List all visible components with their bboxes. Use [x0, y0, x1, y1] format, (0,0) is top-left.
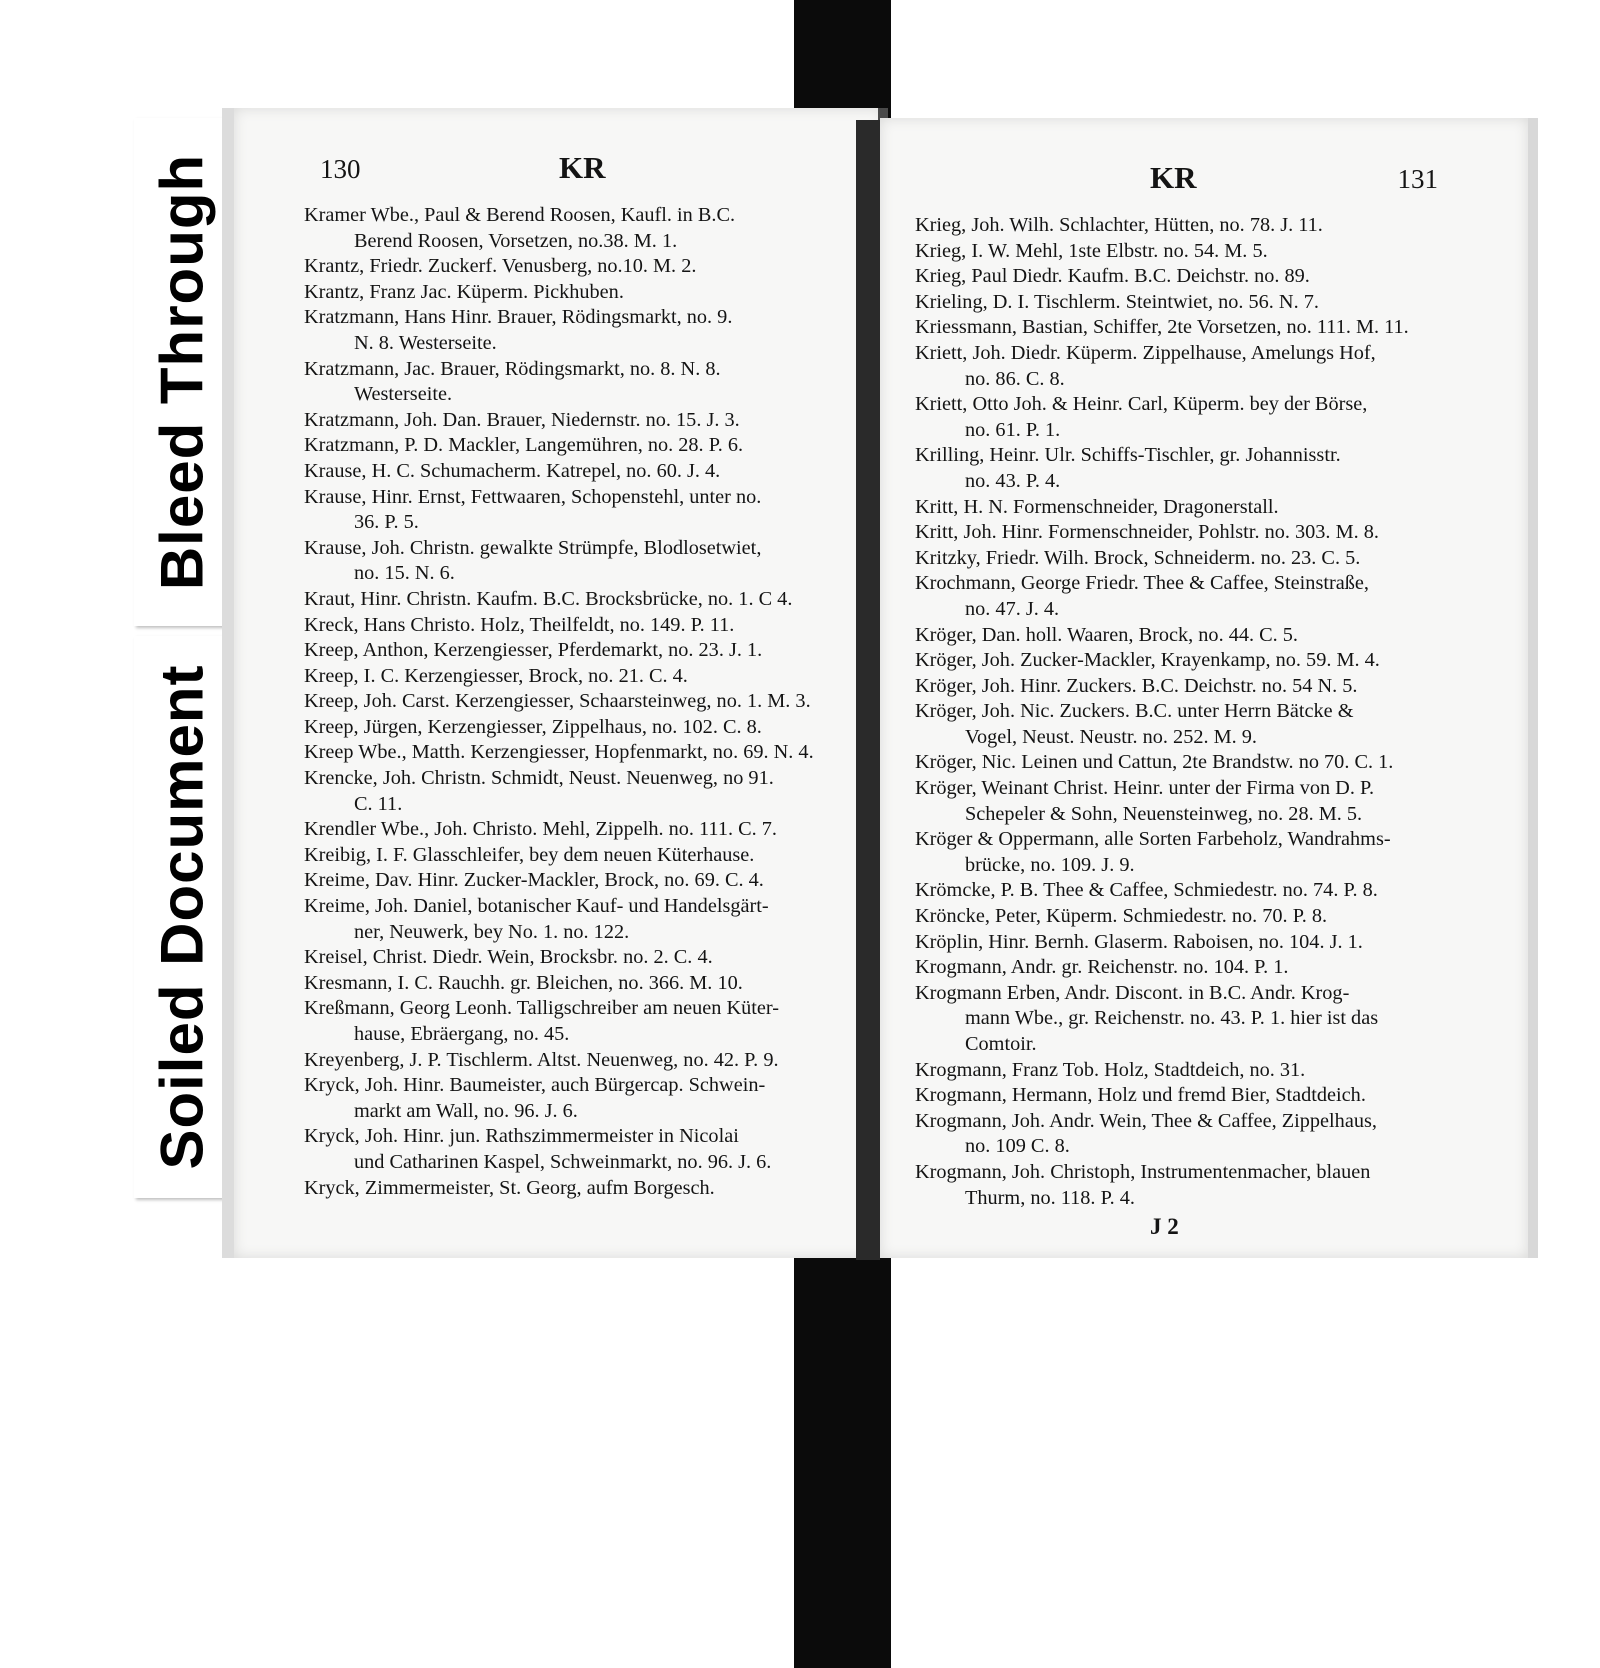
soiled-document-stamp: [134, 636, 232, 1198]
directory-entry: Kraut, Hinr. Christn. Kaufm. B.C. Brocksbrücke, no. 1. C 4.: [304, 587, 793, 610]
directory-entry: Krause, Joh. Christn. gewalkte Strümpfe, Blodlosetwiet, no. 15. N. 6.: [304, 536, 762, 585]
directory-entry: Kreep, I. C. Kerzengiesser, Brock, no. 21. C. 4.: [304, 664, 688, 687]
signature-mark: J 2: [1150, 1214, 1179, 1239]
directory-entry: Kröger, Weinant Christ. Heinr. unter der Firma von D. P. Schepeler & Sohn, Neuensteinweg, no. 28. M. 5.: [915, 777, 1375, 825]
left-page-header: [234, 150, 884, 184]
right-page-number: 131: [1397, 164, 1438, 194]
directory-entry: Krogmann, Franz Tob. Holz, Stadtdeich, no. 31.: [915, 1058, 1306, 1081]
directory-entry: Kresmann, I. C. Rauchh. gr. Bleichen, no. 366. M. 10.: [304, 971, 743, 994]
directory-entry: Kryck, Joh. Hinr. jun. Rathszimmermeister in Nicolai und Catharinen Kaspel, Schweinmarkt, no. 96. J. 6.: [304, 1125, 772, 1173]
directory-entry: Kröger, Joh. Zucker-Mackler, Krayenkamp, no. 59. M. 4.: [915, 649, 1380, 672]
right-page: [880, 118, 1538, 1258]
directory-entry: Kritzky, Friedr. Wilh. Brock, Schneiderm. no. 23. C. 5.: [915, 546, 1361, 569]
directory-entry: Krochmann, George Friedr. Thee & Caffee, Steinstraße, no. 47. J. 4.: [915, 572, 1369, 620]
right-entry-list: [915, 213, 1505, 1211]
directory-entry: Krantz, Franz Jac. Küperm. Pickhuben.: [304, 280, 624, 303]
directory-entry: Krogmann, Hermann, Holz und fremd Bier, Stadtdeich.: [915, 1084, 1366, 1107]
directory-entry: Kratzmann, Jac. Brauer, Rödingsmarkt, no. 8. N. 8. Westerseite.: [304, 357, 721, 406]
directory-entry: Kreep, Anthon, Kerzengiesser, Pferdemarkt, no. 23. J. 1.: [304, 639, 763, 662]
directory-entry: Kröger, Dan. holl. Waaren, Brock, no. 44. C. 5.: [915, 623, 1299, 646]
right-page-heading: KR: [1150, 160, 1197, 195]
gutter-strip-bottom: [794, 1248, 891, 1668]
bleed-through-stamp: [134, 118, 232, 626]
left-entry-list: [304, 203, 879, 1201]
directory-entry: Kritt, H. N. Formenschneider, Dragonerstall.: [915, 495, 1279, 518]
directory-entry: Krogmann, Joh. Andr. Wein, Thee & Caffee, Zippelhaus, no. 109 C. 8.: [915, 1109, 1377, 1158]
directory-entry: Kreyenberg, J. P. Tischlerm. Altst. Neuenweg, no. 42. P. 9.: [304, 1048, 779, 1071]
directory-entry: Krieg, Paul Diedr. Kaufm. B.C. Deichstr. no. 89.: [915, 265, 1310, 288]
directory-entry: Kritt, Joh. Hinr. Formenschneider, Pohlstr. no. 303. M. 8.: [915, 521, 1379, 544]
directory-entry: Kryck, Zimmermeister, St. Georg, aufm Borgesch.: [304, 1176, 715, 1199]
directory-entry: Krause, H. C. Schumacherm. Katrepel, no. 60. J. 4.: [304, 459, 721, 482]
directory-entry: Krause, Hinr. Ernst, Fettwaaren, Schopenstehl, unter no. 36. P. 5.: [304, 485, 762, 534]
directory-entry: Krencke, Joh. Christn. Schmidt, Neust. Neuenweg, no 91. C. 11.: [304, 767, 774, 815]
directory-entry: Kryck, Joh. Hinr. Baumeister, auch Bürgercap. Schwein- markt am Wall, no. 96. J. 6.: [304, 1074, 766, 1122]
directory-entry: Kreck, Hans Christo. Holz, Theilfeldt, no. 149. P. 11.: [304, 613, 735, 636]
directory-entry: Kreibig, I. F. Glasschleifer, bey dem neuen Küterhause.: [304, 843, 755, 866]
directory-entry: Kreisel, Christ. Diedr. Wein, Brocksbr. no. 2. C. 4.: [304, 946, 713, 969]
directory-entry: Kröplin, Hinr. Bernh. Glaserm. Raboisen, no. 104. J. 1.: [915, 930, 1363, 953]
directory-entry: Krieg, I. W. Mehl, 1ste Elbstr. no. 54. M. 5.: [915, 239, 1268, 262]
directory-entry: Kriett, Otto Joh. & Heinr. Carl, Küperm. bey der Börse, no. 61. P. 1.: [915, 393, 1368, 441]
directory-entry: Kratzmann, Hans Hinr. Brauer, Rödingsmarkt, no. 9. N. 8. Westerseite.: [304, 306, 733, 354]
directory-entry: Kröger & Oppermann, alle Sorten Farbeholz, Wandrahms- brücke, no. 109. J. 9.: [915, 828, 1391, 876]
left-page-number: 130: [320, 154, 361, 184]
directory-entry: Krogmann, Joh. Christoph, Instrumentenmacher, blauen Thurm, no. 118. P. 4.: [915, 1160, 1371, 1209]
directory-entry: Kriessmann, Bastian, Schiffer, 2te Vorsetzen, no. 111. M. 11.: [915, 316, 1409, 339]
directory-entry: Kriett, Joh. Diedr. Küperm. Zippelhause, Amelungs Hof, no. 86. C. 8.: [915, 341, 1376, 390]
directory-entry: Krogmann Erben, Andr. Discont. in B.C. Andr. Krog- mann Wbe., gr. Reichenstr. no. 43. P. 1. hier ist das Comtoir.: [915, 981, 1379, 1055]
directory-entry: Krömcke, P. B. Thee & Caffee, Schmiedestr. no. 74. P. 8.: [915, 879, 1378, 902]
book-gutter: [856, 120, 880, 1260]
directory-entry: Kröncke, Peter, Küperm. Schmiedestr. no. 70. P. 8.: [915, 905, 1328, 928]
directory-entry: Kratzmann, Joh. Dan. Brauer, Niedernstr. no. 15. J. 3.: [304, 408, 740, 431]
right-page-header: [880, 160, 1528, 194]
directory-entry: Krendler Wbe., Joh. Christo. Mehl, Zippelh. no. 111. C. 7.: [304, 818, 777, 841]
soiled-document-label: Soiled Document: [148, 664, 215, 1170]
directory-entry: Kreime, Joh. Daniel, botanischer Kauf- und Handelsgärt- ner, Neuwerk, bey No. 1. no. 122.: [304, 895, 769, 943]
directory-entry: Krieg, Joh. Wilh. Schlachter, Hütten, no. 78. J. 11.: [915, 214, 1323, 236]
directory-entry: Kreep, Joh. Carst. Kerzengiesser, Schaarsteinweg, no. 1. M. 3.: [304, 690, 811, 713]
directory-entry: Kröger, Nic. Leinen und Cattun, 2te Brandstw. no 70. C. 1.: [915, 751, 1394, 774]
directory-entry: Krogmann, Andr. gr. Reichenstr. no. 104. P. 1.: [915, 956, 1289, 979]
directory-entry: Kreime, Dav. Hinr. Zucker-Mackler, Brock, no. 69. C. 4.: [304, 869, 764, 892]
bleed-through-label: Bleed Through: [148, 153, 215, 591]
directory-entry: Kröger, Joh. Nic. Zuckers. B.C. unter Herrn Bätcke & Vogel, Neust. Neustr. no. 252. M. 9.: [915, 700, 1354, 748]
directory-entry: Kröger, Joh. Hinr. Zuckers. B.C. Deichstr. no. 54 N. 5.: [915, 674, 1358, 697]
directory-entry: Krieling, D. I. Tischlerm. Steintwiet, no. 56. N. 7.: [915, 290, 1319, 313]
directory-entry: Kratzmann, P. D. Mackler, Langemühren, no. 28. P. 6.: [304, 434, 744, 457]
left-page: [222, 108, 884, 1258]
directory-entry: Kreep Wbe., Matth. Kerzengiesser, Hopfenmarkt, no. 69. N. 4.: [304, 741, 814, 764]
directory-entry: Kreep, Jürgen, Kerzengiesser, Zippelhaus, no. 102. C. 8.: [304, 715, 762, 738]
left-page-heading: KR: [559, 150, 606, 185]
directory-entry: Krilling, Heinr. Ulr. Schiffs-Tischler, gr. Johannisstr. no. 43. P. 4.: [915, 444, 1341, 492]
directory-entry: Kramer Wbe., Paul & Berend Roosen, Kaufl. in B.C. Berend Roosen, Vorsetzen, no.38. M. 1.: [304, 204, 736, 252]
directory-entry: Krantz, Friedr. Zuckerf. Venusberg, no.10. M. 2.: [304, 255, 697, 278]
directory-entry: Kreßmann, Georg Leonh. Talligschreiber am neuen Küter- hause, Ebräergang, no. 45.: [304, 997, 779, 1045]
